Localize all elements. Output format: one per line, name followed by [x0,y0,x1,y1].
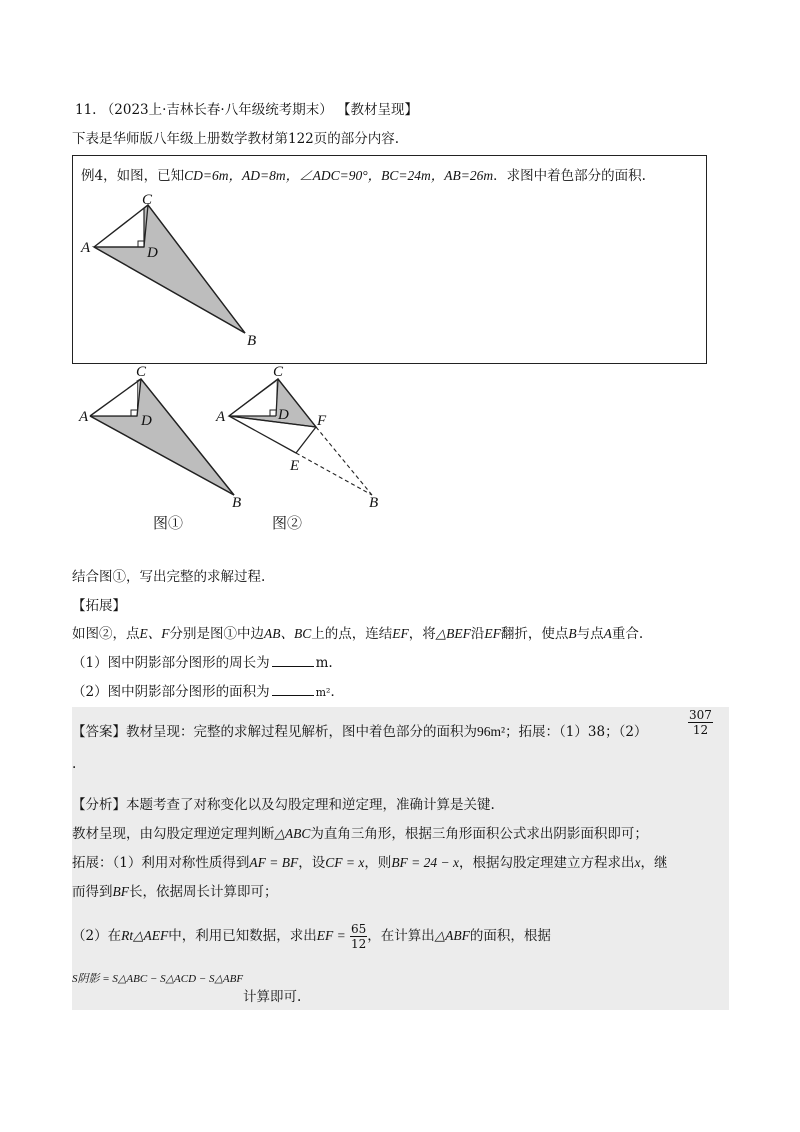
svg-text:D: D [141,413,152,429]
svg-text:C: C [136,365,147,380]
answer-fraction: $\frac{307}{12}$ [689,708,712,737]
figure-1 [78,365,241,511]
area-formula: S阴影 = S△ABC − S△ACD − S△ABF [72,973,244,985]
answer-blank-1 [272,654,314,667]
analysis-line-1: 【分析】本题考查了对称变化以及勾股定理和逆定理，准确计算是关键. [72,797,495,813]
problem-source: （2023上·吉林长春·八年级统考期末） [100,102,333,118]
svg-text:C: C [273,365,284,380]
answer-blank-2 [272,683,314,696]
edge-ef [296,427,316,453]
figures-row [72,365,472,515]
svg-text:B: B [232,495,242,511]
extend-tag: 【拓展】 [72,598,126,614]
question-2: （2）图中阴影部分图形的面积为 m²． [72,684,344,700]
label-c: C [142,192,153,208]
label-b: B [247,333,257,349]
label-a: A [81,240,91,256]
example-text: 例4，如图，已知CD=6m，AD=8m，∠ADC=90°，BC=24m，AB=26m．求图中着色部分的面积. [81,168,646,184]
problem-header [75,98,418,118]
problem-intro: 下表是华师版八年级上册数学教材第122页的部分内容. [72,131,400,147]
problem-number: 11. [75,102,97,118]
analysis-end: 计算即可. [243,989,302,1005]
extend-text: 如图②，点E、F分别是图①中边AB、BC上的点，连结EF，将△BEF沿EF翻折，使点B与点A重合. [72,626,644,642]
question-1: （1）图中阴影部分图形的周长为 m. [72,655,333,671]
figure-2 [215,365,378,511]
analysis-line-2: 教材呈现，由勾股定理逆定理判断△ABC为直角三角形，根据三角形面积公式求出阴影面积即可； [72,826,648,842]
svg-text:E: E [290,458,300,474]
svg-text:A: A [79,409,89,425]
analysis-line-5: （2）在Rt△AEF中，利用已知数据，求出EF = $\frac{65}{12}$ ，在计算出△ABF的面积，根据 [72,922,551,951]
example-figure [73,156,706,363]
shaded-region [94,205,245,333]
answer-tag: 【答案】 [72,724,126,740]
answer-end: . [72,756,77,772]
analysis-line-6 [72,970,243,986]
answer-line: 【答案】教材呈现：完整的求解过程见解析，图中着色部分的面积为96m²；拓展：（1）38；（2） [72,724,648,740]
ef-fraction: $\frac{65}{12}$ [351,922,367,951]
fig1-shaded [90,379,234,495]
question-0: 结合图①，写出完整的求解过程. [72,569,266,585]
dashed-fb [316,427,372,495]
answer-panel [72,707,729,777]
analysis-line-3: 拓展：（1）利用对称性质得到AF = BF，设CF = x，则BF = 24 − x，根据勾股定理建立方程求出x，继 [72,855,668,871]
problem-tag: 【教材呈现】 [337,102,419,118]
example-box [72,155,707,364]
dashed-eb [296,453,372,495]
svg-text:A: A [216,409,226,425]
analysis-tag: 【分析】 [72,797,126,813]
analysis-line-4: 而得到BF长，依据周长计算即可； [72,884,278,900]
caption-fig1: 图① [153,514,184,532]
svg-text:D: D [278,407,289,423]
svg-text:B: B [369,495,379,511]
caption-fig2: 图② [272,514,303,532]
svg-text:F: F [317,413,327,429]
label-d: D [147,245,158,261]
